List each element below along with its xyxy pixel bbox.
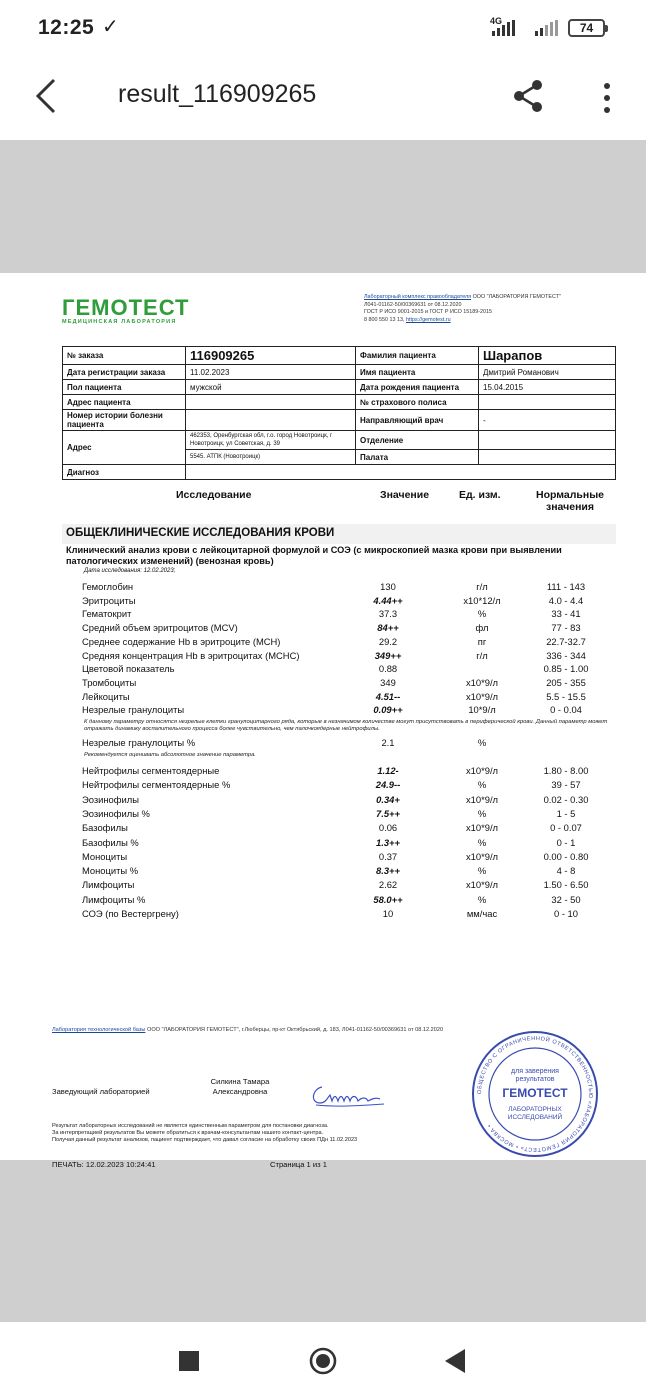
doctor-value: - [479, 410, 616, 431]
table-row [66, 737, 626, 751]
row-ref: 111 - 143 [546, 581, 586, 592]
stamp-brand: ГЕМОТЕСТ [502, 1086, 568, 1100]
section-title: ОБЩЕКЛИНИЧЕСКИЕ ИССЛЕДОВАНИЯ КРОВИ [66, 527, 335, 539]
table-row [66, 608, 626, 622]
patient-surname: Шарапов [483, 348, 543, 363]
row-name: Базофилы [82, 822, 128, 834]
addr-label: Адрес [63, 431, 186, 465]
base-text: ООО "ЛАБОРАТОРИЯ ГЕМОТЕСТ", г.Люберцы, пр-кт Октябрьский, д. 183, Л041-01162-50/00369631 от 08.12.2020 [145, 1027, 444, 1033]
row-unit: г/л [476, 649, 488, 661]
row-value: 0.37 [378, 850, 398, 862]
col-norm-2: значения [546, 501, 594, 513]
sex-label: Пол пациента [63, 380, 186, 395]
document-page [0, 273, 646, 1169]
note-absolute: Рекомендуется оценивать абсолютное значение параметра. [84, 752, 256, 758]
row-ref: 77 - 83 [551, 622, 581, 634]
back-arrow-icon[interactable] [30, 74, 64, 118]
row-value: 1.12- [377, 765, 399, 776]
lab-name: ООО "ЛАБОРАТОРИЯ ГЕМОТЕСТ" [471, 294, 561, 300]
reg-date-label: Дата регистрации заказа [63, 365, 186, 380]
signal-icon [492, 20, 515, 36]
navigation-bar [0, 1322, 646, 1400]
table-row [66, 663, 626, 677]
file-title: result_116909265 [118, 80, 317, 108]
row-ref: 0 - 1 [556, 836, 576, 848]
row-name: Тромбоциты [82, 676, 137, 688]
row-ref: 0.02 - 0.30 [543, 793, 589, 805]
row-name: Незрелые гранулоциты % [82, 737, 196, 748]
row-value: 0.88 [378, 663, 398, 675]
share-icon[interactable] [510, 76, 546, 116]
row-name: Лимфоциты [82, 879, 135, 891]
table-row [66, 837, 626, 851]
note-immature: К данному параметру относятся незрелые клетки гранулоцитарного ряда, которые в незначимом количестве могут присутствовать в периферической крови. Данный параметр может отражать динамику воспалительного процесса более чувствительно, чем палочкоядерные нейтрофилы. [84, 719, 608, 732]
table-row [66, 677, 626, 691]
history-label: Номер истории болезни пациента [63, 410, 186, 431]
table-row [66, 851, 626, 865]
row-name: Гематокрит [82, 608, 132, 620]
row-value: 349++ [374, 649, 402, 661]
address-label: Адрес пациента [63, 395, 186, 410]
table-row [66, 779, 626, 793]
row-unit: x10*9/л [465, 690, 499, 702]
row-value: 130 [380, 581, 396, 592]
row-value: 84++ [377, 622, 399, 634]
row-value: 2.62 [378, 879, 398, 891]
disclaimer [52, 1123, 462, 1143]
row-value: 29.2 [378, 635, 398, 647]
row-name: Средняя концентрация Hb в эритроцитах (MCHC) [82, 649, 300, 661]
table-row [66, 636, 626, 650]
row-ref: 5.5 - 15.5 [546, 690, 586, 702]
recents-icon[interactable] [178, 1350, 200, 1372]
col-test: Исследование [176, 489, 252, 501]
print-date: ПЕЧАТЬ: 12.02.2023 10:24:41 [52, 1160, 156, 1169]
row-ref: 1.80 - 8.00 [543, 765, 589, 776]
row-value: 349 [380, 676, 396, 688]
row-ref: 22.7-32.7 [546, 635, 586, 647]
signal-icon-2 [535, 20, 558, 36]
row-unit: x10*9/л [465, 793, 499, 805]
row-name: Эритроциты [82, 594, 136, 606]
row-value: 24.9-- [375, 779, 401, 791]
row-value: 10 [382, 908, 394, 919]
table-row [66, 595, 626, 609]
row-value: 0.09++ [373, 704, 403, 716]
row-name: Средний объем эритроцитов (MCV) [82, 622, 238, 634]
row-value: 4.44++ [373, 594, 403, 606]
row-unit: пг [477, 635, 487, 647]
row-value: 7.5++ [376, 807, 400, 819]
row-unit: 10*9/л [468, 704, 496, 716]
stamp-bottom-1: ЛАБОРАТОРНЫХ [508, 1106, 562, 1113]
table-row [66, 908, 626, 922]
row-unit: % [477, 779, 487, 791]
row-unit: x10*9/л [465, 850, 499, 862]
logo-brand: ГЕМОТЕСТ [62, 295, 190, 320]
doctor-label: Направляющий врач [356, 410, 479, 431]
row-unit: x10*12/л [463, 594, 501, 606]
head-lab-label: Заведующий лабораторией [52, 1087, 150, 1096]
base-link[interactable]: Лаборатория технологической базы [52, 1027, 146, 1033]
lab-phone: 8 800 550 13 13, [364, 316, 406, 323]
lab-logo [62, 295, 189, 325]
row-unit: x10*9/л [465, 765, 499, 776]
lab-license: Л041-01162-50/00369631 от 08.12.2020 [364, 301, 462, 308]
row-ref: 4.0 - 4.4 [548, 594, 584, 606]
patient-addr: 462353, Оренбургская обл, г.о. город Новотроицк, г Новотроицк, ул Советская, д. 39 [186, 431, 356, 450]
row-unit: фл [475, 622, 489, 634]
name-label: Имя пациента [356, 365, 479, 380]
order-no-label: № заказа [63, 347, 186, 365]
row-ref: 0 - 0.07 [550, 822, 582, 834]
battery-level: 74 [579, 21, 594, 35]
patient-sex: мужской [186, 380, 356, 395]
check-icon: ✓ [102, 16, 119, 38]
table-row [66, 622, 626, 636]
row-unit: мм/час [466, 908, 498, 919]
row-value: 0.34+ [376, 793, 400, 805]
col-norm [530, 489, 610, 513]
row-ref: 1.50 - 6.50 [543, 879, 589, 891]
table-row [66, 808, 626, 822]
row-ref: 4 - 8 [556, 865, 576, 877]
row-ref: 0.00 - 0.80 [543, 850, 589, 862]
row-value: 2.1 [381, 737, 395, 748]
row-ref: 0 - 0.04 [550, 704, 582, 716]
patient-name: Дмитрий Романович [479, 365, 616, 380]
row-unit: x10*9/л [465, 879, 499, 891]
head-name-2: Александровна [212, 1087, 268, 1096]
row-name: Среднее содержание Hb в эритроците (MCH) [82, 635, 281, 647]
order-no: 116909265 [190, 348, 255, 363]
stamp-ring-text: ОБЩЕСТВО С ОГРАНИЧЕННОЙ ОТВЕТСТВЕННОСТЬЮ «ЛАБОРАТОРИЯ ГЕМОТЕСТ» • МОСКВА • [476, 1035, 594, 1153]
row-unit: % [477, 893, 487, 905]
row-ref: 39 - 57 [551, 779, 581, 791]
row-name: Эозинофилы [82, 793, 139, 805]
reg-date: 11.02.2023 [186, 365, 356, 380]
lab-stamp [470, 1029, 600, 1159]
battery-icon [568, 19, 605, 37]
stamp-top: для заверения [511, 1068, 559, 1075]
row-ref: 33 - 41 [551, 608, 581, 620]
row-ref: 336 - 344 [546, 649, 586, 661]
diagnosis-label: Диагноз [63, 465, 186, 480]
head-lab-name [200, 1077, 280, 1097]
lab-info [364, 294, 624, 324]
col-norm-1: Нормальные [535, 489, 604, 501]
row-name: Моноциты % [82, 865, 139, 877]
row-ref: 205 - 355 [546, 676, 586, 688]
row-ref: 1 - 5 [556, 807, 576, 819]
row-value: 8.3++ [376, 865, 400, 877]
table-row [66, 650, 626, 664]
row-unit: % [477, 807, 487, 819]
test-subtitle: Клинический анализ крови с лейкоцитарной формулой и СОЭ (с микроскопией мазка крови при выявлении патологических изменений) (венозная кровь) [66, 545, 562, 566]
surname-label: Фамилия пациента [356, 347, 479, 365]
lab-gost: ГОСТ Р ИСО 9001-2015 и ГОСТ Р ИСО 15189-2015 [364, 309, 493, 316]
row-name: Базофилы % [82, 836, 139, 848]
head-name-1: Силкина Тамара [210, 1077, 270, 1086]
table-row [66, 794, 626, 808]
dept-label: Отделение [356, 431, 479, 450]
lab-site-link[interactable]: https://gemotest.ru [405, 316, 451, 323]
app-bar [0, 52, 646, 140]
row-name: Нейтрофилы сегментоядерные [82, 765, 220, 776]
insurance-label: № страхового полиса [356, 395, 479, 410]
row-value: 58.0++ [373, 893, 403, 905]
col-value: Значение [380, 489, 430, 501]
patient-info-table [62, 346, 616, 480]
row-name: Эозинофилы % [82, 807, 150, 819]
row-value: 1.3++ [376, 836, 400, 848]
signature-image [306, 1077, 390, 1111]
row-name: Моноциты [82, 850, 128, 862]
row-unit: % [477, 865, 487, 877]
row-value: 37.3 [378, 608, 398, 620]
page-number: Страница 1 из 1 [270, 1160, 327, 1169]
row-value: 4.51-- [375, 690, 401, 702]
col-unit: Ед. изм. [459, 489, 501, 501]
table-row [66, 704, 626, 718]
row-unit: г/л [476, 581, 488, 592]
row-name: Цветовой показатель [82, 663, 175, 675]
row-ref: 0 - 10 [554, 908, 578, 919]
row-unit: x10*9/л [465, 676, 499, 688]
disclaimer-2: За интерпретацией результатов Вы можете обратиться к врачам-консультантам нашего контакт-центра. [52, 1129, 324, 1136]
back-icon[interactable] [444, 1348, 466, 1374]
status-time: 12:25 [38, 16, 95, 39]
row-unit: x10*9/л [465, 822, 499, 834]
table-row [66, 581, 626, 595]
disclaimer-3: Получая данный результат анализов, пациент подтверждает, что давал согласие на обработку своих ПДн 11.02.2023 [52, 1136, 358, 1143]
table-row [66, 865, 626, 879]
row-ref: 32 - 50 [551, 893, 581, 905]
stamp-bottom-2: ИССЛЕДОВАНИЙ [507, 1114, 563, 1121]
row-unit: % [477, 836, 487, 848]
study-date: Дата исследования: 12.02.2023; [84, 568, 176, 574]
patient-birth: 15.04.2015 [479, 380, 616, 395]
table-row [66, 894, 626, 908]
row-name: Лейкоциты [82, 690, 130, 702]
footer-base [52, 1027, 472, 1034]
stamp-top-2: результатов [515, 1076, 555, 1083]
ward-label: Палата [356, 450, 479, 465]
row-name: Гемоглобин [82, 581, 134, 592]
table-row [66, 822, 626, 836]
network-type: 4G [490, 16, 503, 26]
row-name: Незрелые гранулоциты [82, 704, 185, 716]
row-name: Лимфоциты % [82, 893, 146, 905]
row-name: Нейтрофилы сегментоядерные % [82, 779, 231, 791]
more-options-icon[interactable] [594, 78, 620, 118]
row-ref: 0.85 - 1.00 [543, 663, 589, 675]
table-row [66, 765, 626, 779]
status-bar [0, 0, 646, 52]
row-value: 0.06 [378, 822, 398, 834]
lab-link[interactable]: Лабораторный комплекс правообладателя [364, 294, 472, 300]
clinic: 5545. АТПК (Новотроицк) [186, 450, 356, 465]
row-unit: % [477, 608, 487, 620]
row-unit: % [477, 737, 487, 748]
row-name: СОЭ (по Вестергрену) [82, 908, 179, 919]
home-icon[interactable] [308, 1346, 338, 1376]
birth-label: Дата рождения пациента [356, 380, 479, 395]
disclaimer-1: Результат лабораторных исследований не является единственным параметром для постановки диагноза. [52, 1123, 329, 1129]
logo-tagline: МЕДИЦИНСКАЯ ЛАБОРАТОРИЯ [62, 319, 177, 325]
table-row [66, 691, 626, 705]
table-row [66, 879, 626, 893]
